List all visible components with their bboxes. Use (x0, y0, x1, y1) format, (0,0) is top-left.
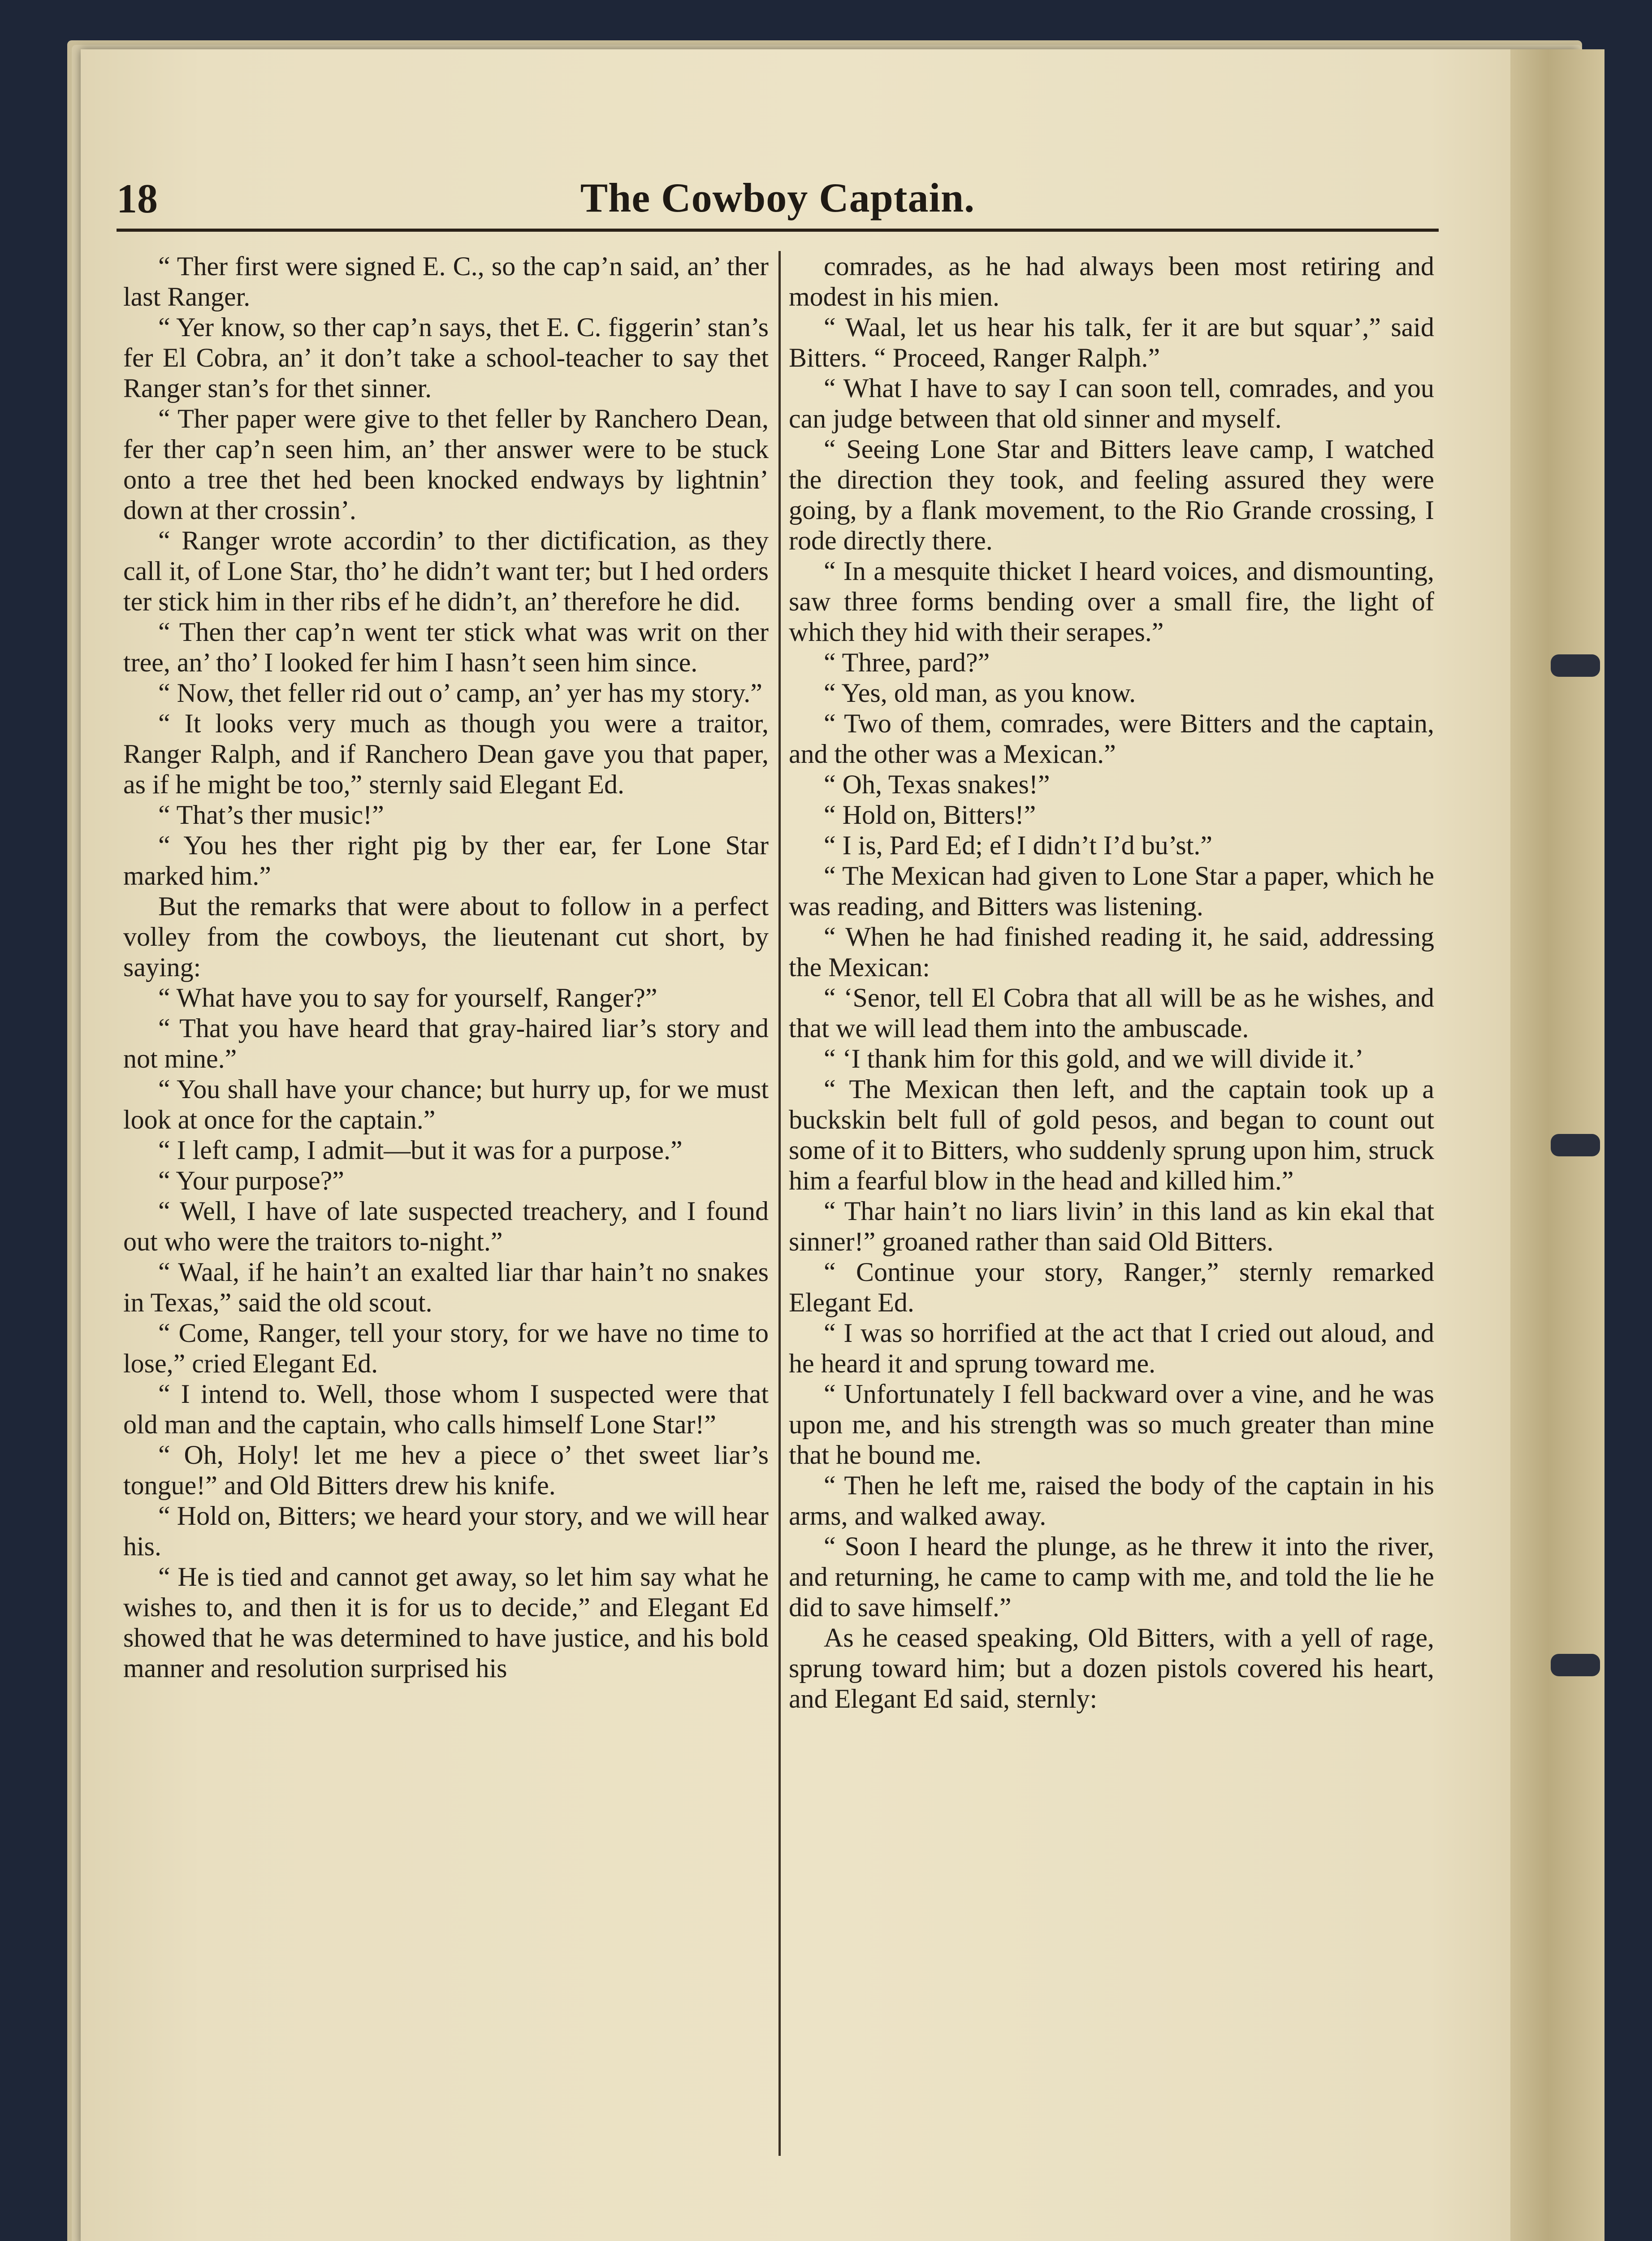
paragraph: “ You hes ther right pig by ther ear, fer Lone Star marked him.” (123, 831, 769, 891)
paragraph: “ Your purpose?” (158, 1166, 344, 1195)
binding-stitch (1551, 654, 1600, 677)
right-text-column (789, 251, 1434, 1714)
paragraph: “ That you have heard that gray-haired liar’s story and not mine.” (123, 1013, 769, 1073)
paragraph: As he ceased speaking, Old Bitters, with a yell of rage, sprung toward him; but a dozen pistols covered his heart, and Elegant Ed said, sternly: (789, 1623, 1434, 1713)
paragraph: “ I was so horrified at the act that I cried out aloud, and he heard it and sprung toward me. (789, 1318, 1434, 1378)
paragraph: “ When he had finished reading it, he said, addressing the Mexican: (789, 922, 1434, 982)
paragraph: “ Come, Ranger, tell your story, for we have no time to lose,” cried Elegant Ed. (123, 1318, 769, 1378)
paragraph: “ Continue your story, Ranger,” sternly remarked Elegant Ed. (789, 1257, 1434, 1317)
paragraph: “ Soon I heard the plunge, as he threw it into the river, and returning, he came to camp with me, and told the lie he did to save himself.” (789, 1531, 1434, 1622)
paragraph: “ Well, I have of late suspected treachery, and I found out who were the traitors to-night.” (123, 1196, 769, 1256)
paragraph: “ ‘I thank him for this gold, and we will divide it.’ (824, 1044, 1364, 1073)
paragraph: “ Ther paper were give to thet feller by Ranchero Dean, fer ther cap’n seen him, an’ ther answer were to be stuck onto a tree thet hed been knocked endways by lightnin’ down at ther crossin’. (123, 404, 769, 525)
page-number: 18 (117, 176, 158, 221)
paragraph: “ Yes, old man, as you know. (824, 678, 1136, 708)
paragraph: “ You shall have your chance; but hurry up, for we must look at once for the captain.” (123, 1074, 769, 1134)
column-divider (778, 251, 781, 2156)
paragraph: “ Waal, if he hain’t an exalted liar thar hain’t no snakes in Texas,” said the old scout. (123, 1257, 769, 1317)
paragraph: “ Ranger wrote accordin’ to ther dictification, as they call it, of Lone Star, tho’ he didn’t want ter; but I hed orders ter stick him in ther ribs ef he didn’t, an’ therefore he did. (123, 526, 769, 616)
paragraph: “ That’s ther music!” (158, 800, 384, 830)
paragraph: “ Then ther cap’n went ter stick what was writ on ther tree, an’ tho’ I looked fer him I hasn’t seen him since. (123, 617, 769, 677)
paragraph: “ Hold on, Bitters!” (824, 800, 1036, 830)
left-text-column (123, 251, 769, 1683)
binding-stitch (1551, 1654, 1600, 1676)
paragraph: “ Yer know, so ther cap’n says, thet E. C. figgerin’ stan’s fer El Cobra, an’ it don’t take a school-teacher to say thet Ranger stan’s for thet sinner. (123, 312, 769, 403)
page-header (117, 161, 1439, 232)
paragraph: “ What I have to say I can soon tell, comrades, and you can judge between that old sinner and myself. (789, 373, 1434, 433)
running-title: The Cowboy Captain. (580, 175, 975, 221)
paragraph: “ Unfortunately I fell backward over a vine, and he was upon me, and his strength was so much greater than mine that he bound me. (789, 1379, 1434, 1470)
paragraph: “ Thar hain’t no liars livin’ in this land as kin ekal that sinner!” groaned rather than said Old Bitters. (789, 1196, 1434, 1256)
paragraph: But the remarks that were about to follow in a perfect volley from the cowboys, the lieutenant cut short, by saying: (123, 891, 769, 982)
paragraph: “ What have you to say for yourself, Ranger?” (158, 983, 657, 1012)
paragraph: “ Two of them, comrades, were Bitters and the captain, and the other was a Mexican.” (789, 709, 1434, 769)
paragraph: “ It looks very much as though you were a traitor, Ranger Ralph, and if Ranchero Dean gave you that paper, as if he might be too,” sternly said Elegant Ed. (123, 709, 769, 799)
paragraph: “ The Mexican then left, and the captain took up a buckskin belt full of gold pesos, and began to count out some of it to Bitters, who suddenly sprung upon him, struck him a fearful blow in the head and killed him.” (789, 1074, 1434, 1195)
paragraph: “ Hold on, Bitters; we heard your story, and we will hear his. (123, 1501, 769, 1561)
paragraph: “ I left camp, I admit—but it was for a purpose.” (158, 1135, 683, 1165)
paragraph: comrades, as he had always been most retiring and modest in his mien. (789, 251, 1434, 311)
paragraph: “ Ther first were signed E. C., so the cap’n said, an’ ther last Ranger. (123, 251, 769, 311)
paragraph: “ Oh, Texas snakes!” (824, 770, 1050, 799)
paragraph: “ Three, pard?” (824, 648, 990, 677)
paragraph: “ ‘Senor, tell El Cobra that all will be as he wishes, and that we will lead them into the ambuscade. (789, 983, 1434, 1043)
paragraph: “ Then he left me, raised the body of the captain in his arms, and walked away. (789, 1471, 1434, 1531)
paragraph: “ I intend to. Well, those whom I suspected were that old man and the captain, who calls himself Lone Star!” (123, 1379, 769, 1439)
paragraph: “ In a mesquite thicket I heard voices, and dismounting, saw three forms bending over a small fire, the light of which they hid with their serapes.” (789, 556, 1434, 647)
paragraph: “ I is, Pard Ed; ef I didn’t I’d bu’st.” (824, 831, 1213, 860)
paragraph: “ Now, thet feller rid out o’ camp, an’ yer has my story.” (158, 678, 762, 708)
binding-stitch (1551, 1134, 1600, 1156)
paragraph: “ Oh, Holy! let me hev a piece o’ thet sweet liar’s tongue!” and Old Bitters drew his knife. (123, 1440, 769, 1500)
paragraph: “ He is tied and cannot get away, so let him say what he wishes to, and then it is for us to decide,” and Elegant Ed showed that he was determined to have justice, and his bold manner and resolution surprised his (123, 1562, 769, 1683)
paragraph: “ Seeing Lone Star and Bitters leave camp, I watched the direction they took, and feeling assured they were going, by a flank movement, to the Rio Grande crossing, I rode directly there. (789, 434, 1434, 555)
paragraph: “ The Mexican had given to Lone Star a paper, which he was reading, and Bitters was listening. (789, 861, 1434, 921)
paragraph: “ Waal, let us hear his talk, fer it are but squar’,” said Bitters. “ Proceed, Ranger Ralph.” (789, 312, 1434, 372)
